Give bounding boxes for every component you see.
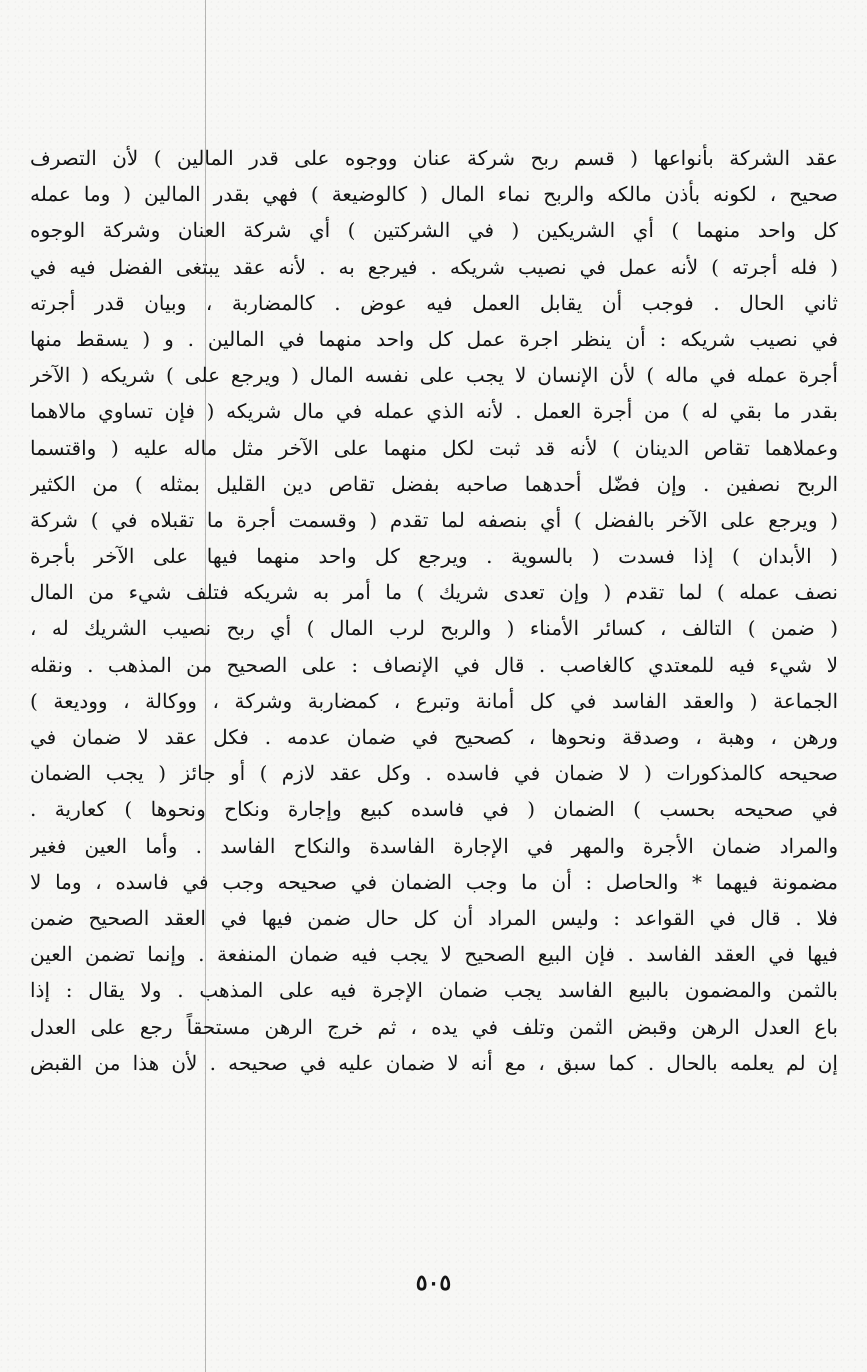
text-line: نصف عمله ) لما تقدم ( وإن تعدى شريك ) ما أمر به شريكه فتلف شيء من المال	[30, 580, 838, 605]
text-line: ( ضمن ) التالف ، كسائر الأمناء ( والربح لرب المال ) أي ربح نصيب الشريك له ،	[30, 616, 838, 641]
text-line: ( فله أجرته ) لأنه عمل في نصيب شريكه . فيرجع به . لأنه عقد يبتغى الفضل فيه في	[30, 254, 838, 279]
text-line: فلا . قال في القواعد : وليس المراد أن كل حال ضمن فيها في العقد الصحيح ضمن	[30, 905, 838, 930]
text-line: ( الأبدان ) إذا فسدت ( بالسوية . ويرجع كل واحد منهما فيها على الآخر بأجرة	[30, 544, 838, 569]
text-line: صحيح ، لكونه بأذن مالكه والربح نماء المال ( كالوضيعة ) فهي بقدر المالين ( وما عمله	[30, 182, 838, 207]
text-line: وعملاهما تقاص الدينان ) لأنه قد ثبت لكل منهما على الآخر مثل ماله عليه ( واقتسما	[30, 435, 838, 460]
text-line: ( ويرجع على الآخر بالفضل ) أي بنصفه لما تقدم ( وقسمت أجرة ما تقبلاه في ) شركة	[30, 507, 838, 532]
text-line: في صحيحه بحسب ) الضمان ( في فاسده كبيع وإجارة ونكاح ونحوها ) كعارية .	[30, 797, 838, 822]
text-line: والمراد ضمان الأجرة والمهر في الإجارة الفاسدة والنكاح الفاسد . وأما العين فغير	[30, 833, 838, 858]
main-text-block	[30, 140, 838, 1081]
text-line: فيها في العقد الفاسد . فإن البيع الصحيح لا يجب فيه ضمان المنفعة . وإنما تضمن العين	[30, 942, 838, 967]
text-line: لا شيء فيه للمعتدي كالغاصب . قال في الإنصاف : على الصحيح من المذهب . ونقله	[30, 652, 838, 677]
text-line: كل واحد منهما ) أي الشريكين ( في الشركتين ) أي شركة العنان وشركة الوجوه	[30, 218, 838, 243]
text-line: في نصيب شريكه : أن ينظر اجرة عمل كل واحد منهما في المالين . و ( يسقط منها	[30, 326, 838, 351]
text-line: باع العدل الرهن وقبض الثمن وتلف في يده ، ثم خرج الرهن مستحقاً رجع على العدل	[30, 1014, 838, 1039]
text-line: إن لم يعلمه بالحال . كما سبق ، مع أنه لا ضمان عليه في صحيحه . لأن هذا من القبض	[30, 1050, 838, 1075]
text-line: بقدر ما بقي له ) من أجرة العمل . لأنه الذي عمله في مال شريكه ( فإن تساوي مالاهما	[30, 399, 838, 424]
text-line: عقد الشركة بأنواعها ( قسم ربح شركة عنان ووجوه على قدر المالين ) لأن التصرف	[30, 146, 838, 170]
text-line: مضمونة فيهما * والحاصل : أن ما وجب الضمان في صحيحه وجب في فاسده ، وما لا	[30, 869, 838, 894]
text-line: الربح نصفين . وإن فضّل أحدهما صاحبه بفضل تقاص دين القليل بمثله ) من الكثير	[30, 471, 838, 496]
text-line: ثاني الحال . فوجب أن يقابل العمل فيه عوض . كالمضاربة ، وبيان قدر أجرته	[30, 290, 838, 315]
text-line: بالثمن والمضمون بالبيع الفاسد يجب ضمان الإجرة فيه على المذهب . ولا يقال : إذا	[30, 978, 838, 1003]
text-line: ورهن ، وهبة ، وصدقة ونحوها ، كصحيح في ضمان عدمه . فكل عقد لا ضمان في	[30, 725, 838, 749]
text-line: الجماعة ( والعقد الفاسد في كل أمانة وتبرع ، كمضاربة وشركة ، ووكالة ، ووديعة )	[30, 688, 838, 713]
text-line: صحيحه كالمذكورات ( لا ضمان في فاسده . وكل عقد لازم ) أو جائز ( يجب الضمان	[30, 761, 838, 786]
text-line: أجرة عمله في ماله ) لأن الإنسان لا يجب على نفسه المال ( ويرجع على ) شريكه ( الآخر	[30, 363, 838, 388]
page-number: ٥٠٥	[415, 1270, 452, 1296]
